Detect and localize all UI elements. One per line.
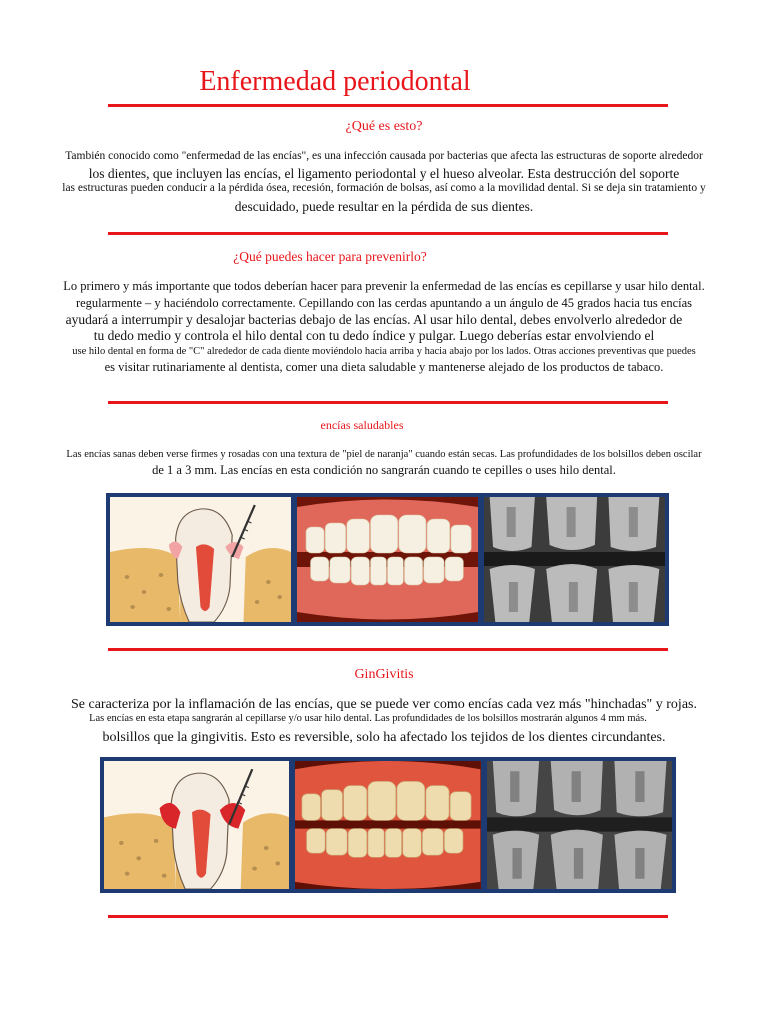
paragraph-line: los dientes, que incluyen las encías, el ligamento periodontal y el hueso alveolar. Esta destrucción del soporte (88, 166, 680, 181)
healthy-gums-image-strip (106, 493, 669, 626)
paragraph-line: tu dedo medio y controla el hilo dental con tu dedo índice y pulgar. Luego deberías estar envolviendo el (93, 328, 655, 343)
gingivitis-tooth-diagram (104, 761, 289, 889)
heading-que-es: ¿Qué es esto? (345, 119, 423, 134)
paragraph-line: bolsillos que la gingivitis. Esto es reversible, solo ha afectado los tejidos de los dientes circundantes. (102, 730, 666, 745)
paragraph-line: También conocido como "enfermedad de las encías", es una infección causada por bacterias que afecta las estructuras de soporte alrededor (65, 150, 703, 162)
paragraph-line: Se caracteriza por la inflamación de las encías, que se puede ver como encías cada vez más "hinchadas" y rojas. (71, 697, 697, 712)
paragraph-line: Las encías en esta etapa sangrarán al cepillarse y/o usar hilo dental. Las profundidades de los bolsillos mostrarán algunos 4 mm más. (89, 713, 647, 724)
gingivitis-image-strip (100, 757, 676, 893)
gingivitis-teeth-photo (295, 761, 480, 889)
paragraph-line: Lo primero y más importante que todos deberían hacer para prevenir la enfermedad de las encías es cepillarse y usar hilo dental. (63, 279, 705, 293)
heading-encias-saludables: encías saludables (320, 418, 404, 432)
gingivitis-xray-image (487, 761, 672, 889)
divider (108, 401, 668, 404)
heading-prevenirlo: ¿Qué puedes hacer para prevenirlo? (233, 249, 427, 264)
divider (108, 915, 668, 918)
divider (108, 104, 668, 107)
paragraph-line: use hilo dental en forma de "C" alrededor de cada diente moviéndolo hacia arriba y hacia abajo por los lados. Otras acciones preventivas que puedes (72, 346, 696, 357)
paragraph-line: de 1 a 3 mm. Las encías en esta condición no sangrarán cuando te cepilles o uses hilo dental. (152, 463, 616, 477)
healthy-teeth-photo (297, 497, 478, 622)
paragraph-line: regularmente – y haciéndolo correctamente. Cepillando con las cerdas apuntando a un ángulo de 45 grados hacia tus encías (75, 296, 693, 310)
paragraph-line: descuidado, puede resultar en la pérdida de sus dientes. (234, 199, 534, 214)
page-title: Enfermedad periodontal (199, 66, 471, 97)
paragraph-line: Las encías sanas deben verse firmes y rosadas con una textura de "piel de naranja" cuando están secas. Las profundidades de los bolsillos deben oscilar (66, 449, 702, 460)
heading-gingivitis: GinGivitis (354, 667, 414, 682)
healthy-xray-image (484, 497, 665, 622)
healthy-tooth-diagram (110, 497, 291, 622)
paragraph-line: ayudará a interrumpir y desalojar bacterias debajo de las encías. Al usar hilo dental, debes envolverlo alrededor de (65, 312, 683, 327)
paragraph-line: las estructuras pueden conducir a la pérdida ósea, recesión, formación de bolsas, así como a la movilidad dental. Si se deja sin tratamiento y (62, 182, 706, 194)
paragraph-line: es visitar rutinariamente al dentista, comer una dieta saludable y mantenerse alejado de los productos de tabaco. (104, 360, 664, 374)
divider (108, 232, 668, 235)
divider (108, 648, 668, 651)
